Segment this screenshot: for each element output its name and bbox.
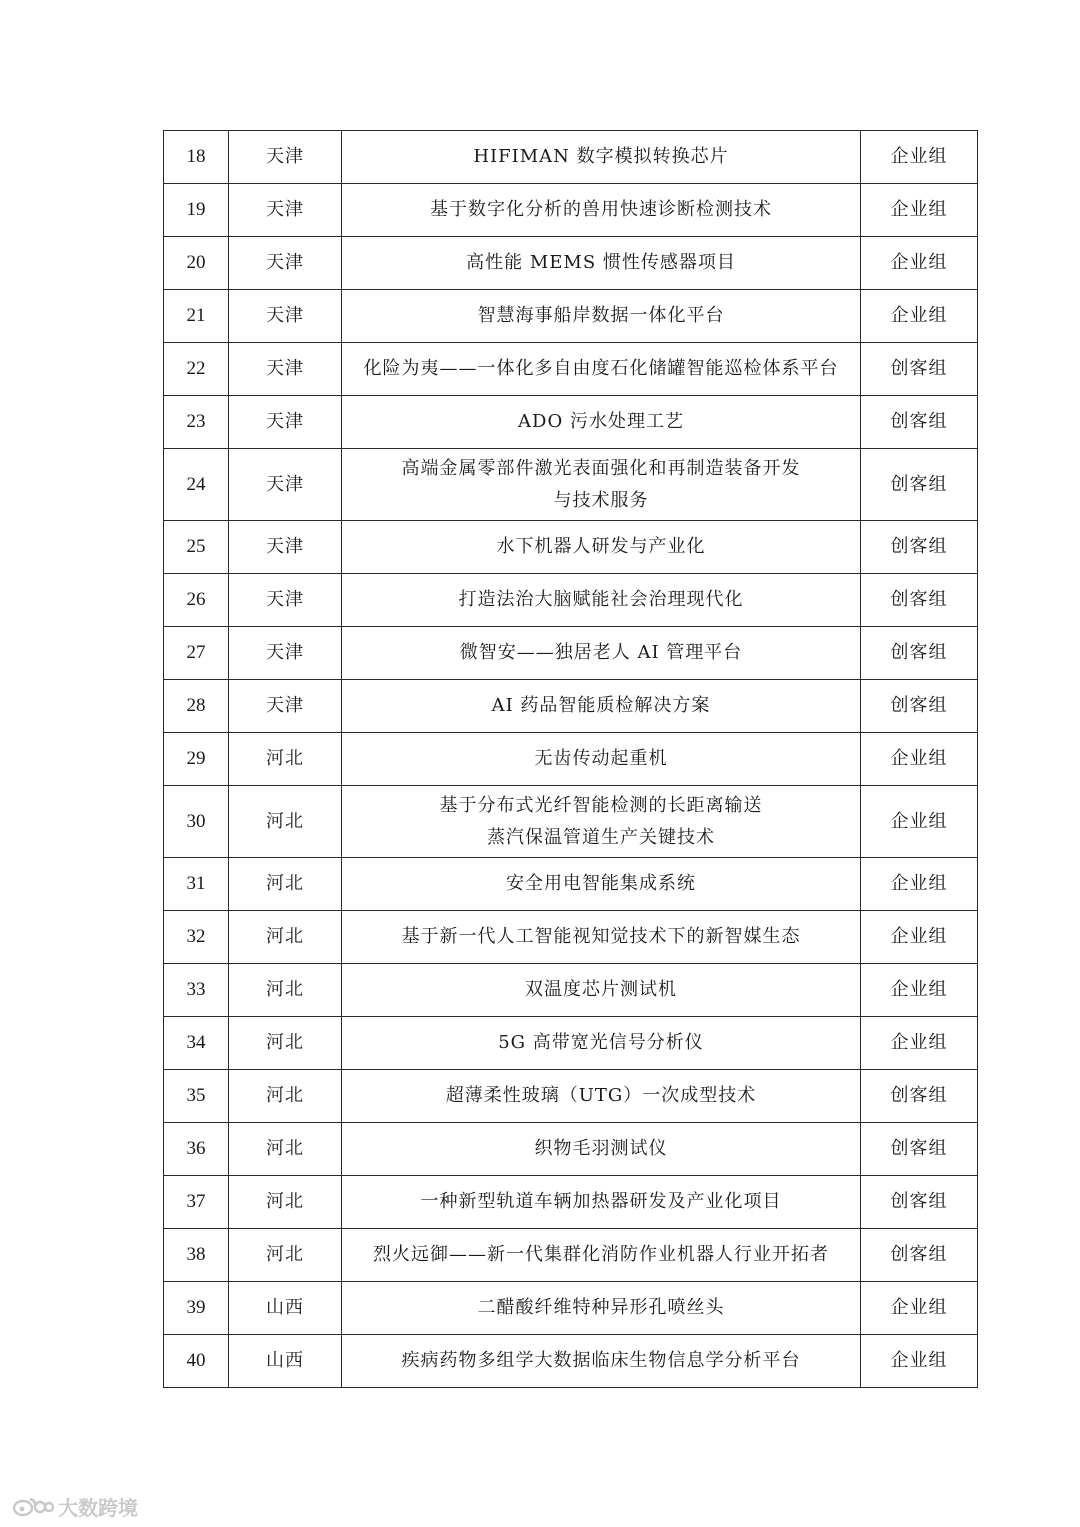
project-name-cell bbox=[342, 1335, 861, 1388]
table-row bbox=[164, 1017, 978, 1070]
project-name-line: 打造法治大脑赋能社会治理现代化 bbox=[458, 589, 744, 610]
row-number-cell: 40 bbox=[164, 1335, 229, 1388]
group-cell: 企业组 bbox=[861, 237, 978, 290]
table-row bbox=[164, 574, 978, 627]
region-cell: 河北 bbox=[229, 1070, 342, 1123]
table-row bbox=[164, 1282, 978, 1335]
row-number-cell: 29 bbox=[164, 733, 229, 786]
table-row bbox=[164, 290, 978, 343]
project-name-line: 微智安——独居老人 AI 管理平台 bbox=[459, 642, 743, 663]
project-name-line: 5G 高带宽光信号分析仪 bbox=[498, 1032, 704, 1053]
group-cell: 企业组 bbox=[861, 184, 978, 237]
project-name-cell bbox=[342, 733, 861, 786]
group-cell: 企业组 bbox=[861, 1282, 978, 1335]
project-name-cell bbox=[342, 521, 861, 574]
project-name-line: ADO 污水处理工艺 bbox=[518, 411, 684, 432]
project-name-line: 超薄柔性玻璃（UTG）一次成型技术 bbox=[445, 1085, 757, 1106]
region-cell: 河北 bbox=[229, 1229, 342, 1282]
project-name-cell bbox=[342, 131, 861, 184]
project-name-line: 水下机器人研发与产业化 bbox=[496, 536, 706, 557]
group-cell: 创客组 bbox=[861, 1176, 978, 1229]
region-cell: 河北 bbox=[229, 733, 342, 786]
project-name-line: 二醋酸纤维特种异形孔喷丝头 bbox=[477, 1297, 725, 1318]
project-name-cell bbox=[342, 964, 861, 1017]
table-row bbox=[164, 1070, 978, 1123]
row-number-cell: 25 bbox=[164, 521, 229, 574]
group-cell: 创客组 bbox=[861, 574, 978, 627]
group-cell: 企业组 bbox=[861, 131, 978, 184]
row-number-cell: 18 bbox=[164, 131, 229, 184]
region-cell: 天津 bbox=[229, 343, 342, 396]
group-cell: 企业组 bbox=[861, 1335, 978, 1388]
project-name-cell bbox=[342, 911, 861, 964]
region-cell: 河北 bbox=[229, 911, 342, 964]
group-cell: 创客组 bbox=[861, 680, 978, 733]
region-cell: 河北 bbox=[229, 1176, 342, 1229]
table-row bbox=[164, 1123, 978, 1176]
table-row bbox=[164, 858, 978, 911]
row-number-cell: 23 bbox=[164, 396, 229, 449]
project-name-line: 基于数字化分析的兽用快速诊断检测技术 bbox=[430, 199, 772, 220]
project-list-table bbox=[163, 130, 978, 1388]
group-cell: 创客组 bbox=[861, 1123, 978, 1176]
row-number-cell: 19 bbox=[164, 184, 229, 237]
row-number-cell: 30 bbox=[164, 786, 229, 858]
row-number-cell: 35 bbox=[164, 1070, 229, 1123]
project-name-cell bbox=[342, 290, 861, 343]
region-cell: 天津 bbox=[229, 574, 342, 627]
row-number-cell: 20 bbox=[164, 237, 229, 290]
row-number-cell: 26 bbox=[164, 574, 229, 627]
row-number-cell: 31 bbox=[164, 858, 229, 911]
region-cell: 天津 bbox=[229, 449, 342, 521]
project-name-cell bbox=[342, 627, 861, 680]
project-name-line: 基于分布式光纤智能检测的长距离输送 bbox=[439, 794, 763, 816]
row-number-cell: 22 bbox=[164, 343, 229, 396]
project-name-line: 烈火远御——新一代集群化消防作业机器人行业开拓者 bbox=[373, 1244, 829, 1265]
project-name-cell bbox=[342, 1017, 861, 1070]
region-cell: 天津 bbox=[229, 131, 342, 184]
region-cell: 河北 bbox=[229, 858, 342, 911]
watermark bbox=[12, 1493, 138, 1519]
region-cell: 河北 bbox=[229, 1123, 342, 1176]
table-row bbox=[164, 521, 978, 574]
row-number-cell: 34 bbox=[164, 1017, 229, 1070]
project-name-line: 疾病药物多组学大数据临床生物信息学分析平台 bbox=[401, 1350, 801, 1371]
group-cell: 企业组 bbox=[861, 1017, 978, 1070]
group-cell: 企业组 bbox=[861, 964, 978, 1017]
watermark-text: 大数跨境 bbox=[58, 1495, 138, 1520]
project-name-line: 安全用电智能集成系统 bbox=[506, 873, 696, 894]
table-row bbox=[164, 1176, 978, 1229]
project-name-cell bbox=[342, 1176, 861, 1229]
group-cell: 创客组 bbox=[861, 521, 978, 574]
table-row bbox=[164, 680, 978, 733]
project-name-line: 高性能 MEMS 惯性传感器项目 bbox=[466, 252, 736, 273]
table-row bbox=[164, 964, 978, 1017]
group-cell: 企业组 bbox=[861, 858, 978, 911]
row-number-cell: 24 bbox=[164, 449, 229, 521]
table-row bbox=[164, 131, 978, 184]
table-row bbox=[164, 911, 978, 964]
region-cell: 天津 bbox=[229, 521, 342, 574]
table-body bbox=[164, 131, 978, 1388]
table-row bbox=[164, 396, 978, 449]
project-name-line: 双温度芯片测试机 bbox=[525, 979, 677, 1000]
region-cell: 河北 bbox=[229, 964, 342, 1017]
table-row bbox=[164, 786, 978, 858]
row-number-cell: 27 bbox=[164, 627, 229, 680]
row-number-cell: 36 bbox=[164, 1123, 229, 1176]
table-row bbox=[164, 733, 978, 786]
project-name-cell bbox=[342, 1229, 861, 1282]
project-name-cell bbox=[342, 343, 861, 396]
project-name-cell bbox=[342, 237, 861, 290]
row-number-cell: 28 bbox=[164, 680, 229, 733]
table-row bbox=[164, 1229, 978, 1282]
group-cell: 创客组 bbox=[861, 396, 978, 449]
group-cell: 企业组 bbox=[861, 290, 978, 343]
region-cell: 河北 bbox=[229, 1017, 342, 1070]
group-cell: 企业组 bbox=[861, 786, 978, 858]
table-row bbox=[164, 184, 978, 237]
table-row bbox=[164, 1335, 978, 1388]
weibo-logo-icon bbox=[12, 1494, 54, 1518]
project-name-line: 基于新一代人工智能视知觉技术下的新智媒生态 bbox=[401, 926, 801, 947]
project-name-line: 智慧海事船岸数据一体化平台 bbox=[477, 305, 725, 326]
region-cell: 天津 bbox=[229, 184, 342, 237]
region-cell: 河北 bbox=[229, 786, 342, 858]
group-cell: 创客组 bbox=[861, 627, 978, 680]
project-name-line: HIFIMAN 数字模拟转换芯片 bbox=[473, 146, 729, 167]
region-cell: 天津 bbox=[229, 290, 342, 343]
project-name-cell bbox=[342, 1070, 861, 1123]
region-cell: 天津 bbox=[229, 237, 342, 290]
region-cell: 天津 bbox=[229, 680, 342, 733]
project-name-cell bbox=[342, 680, 861, 733]
table-row bbox=[164, 627, 978, 680]
group-cell: 企业组 bbox=[861, 911, 978, 964]
group-cell: 创客组 bbox=[861, 449, 978, 521]
group-cell: 创客组 bbox=[861, 1070, 978, 1123]
project-name-cell bbox=[342, 449, 861, 521]
project-name-line: 无齿传动起重机 bbox=[534, 748, 668, 769]
project-name-line: 一种新型轨道车辆加热器研发及产业化项目 bbox=[420, 1191, 782, 1212]
project-name-cell bbox=[342, 396, 861, 449]
table-row bbox=[164, 449, 978, 521]
project-name-line: 高端金属零部件激光表面强化和再制造装备开发 bbox=[401, 457, 801, 479]
table-row bbox=[164, 343, 978, 396]
project-name-cell bbox=[342, 184, 861, 237]
project-name-line: 织物毛羽测试仪 bbox=[534, 1138, 668, 1159]
region-cell: 天津 bbox=[229, 396, 342, 449]
group-cell: 创客组 bbox=[861, 343, 978, 396]
project-name-line: 蒸汽保温管道生产关键技术 bbox=[487, 826, 715, 848]
region-cell: 山西 bbox=[229, 1282, 342, 1335]
project-name-line: 化险为夷——一体化多自由度石化储罐智能巡检体系平台 bbox=[363, 358, 839, 379]
project-name-cell bbox=[342, 574, 861, 627]
row-number-cell: 32 bbox=[164, 911, 229, 964]
group-cell: 创客组 bbox=[861, 1229, 978, 1282]
row-number-cell: 39 bbox=[164, 1282, 229, 1335]
group-cell: 企业组 bbox=[861, 733, 978, 786]
project-name-line: 与技术服务 bbox=[553, 489, 649, 511]
project-name-cell bbox=[342, 1282, 861, 1335]
project-name-cell bbox=[342, 786, 861, 858]
project-name-cell bbox=[342, 858, 861, 911]
project-name-line: AI 药品智能质检解决方案 bbox=[491, 695, 711, 716]
row-number-cell: 21 bbox=[164, 290, 229, 343]
row-number-cell: 33 bbox=[164, 964, 229, 1017]
row-number-cell: 37 bbox=[164, 1176, 229, 1229]
table-row bbox=[164, 237, 978, 290]
region-cell: 天津 bbox=[229, 627, 342, 680]
region-cell: 山西 bbox=[229, 1335, 342, 1388]
project-name-cell bbox=[342, 1123, 861, 1176]
row-number-cell: 38 bbox=[164, 1229, 229, 1282]
